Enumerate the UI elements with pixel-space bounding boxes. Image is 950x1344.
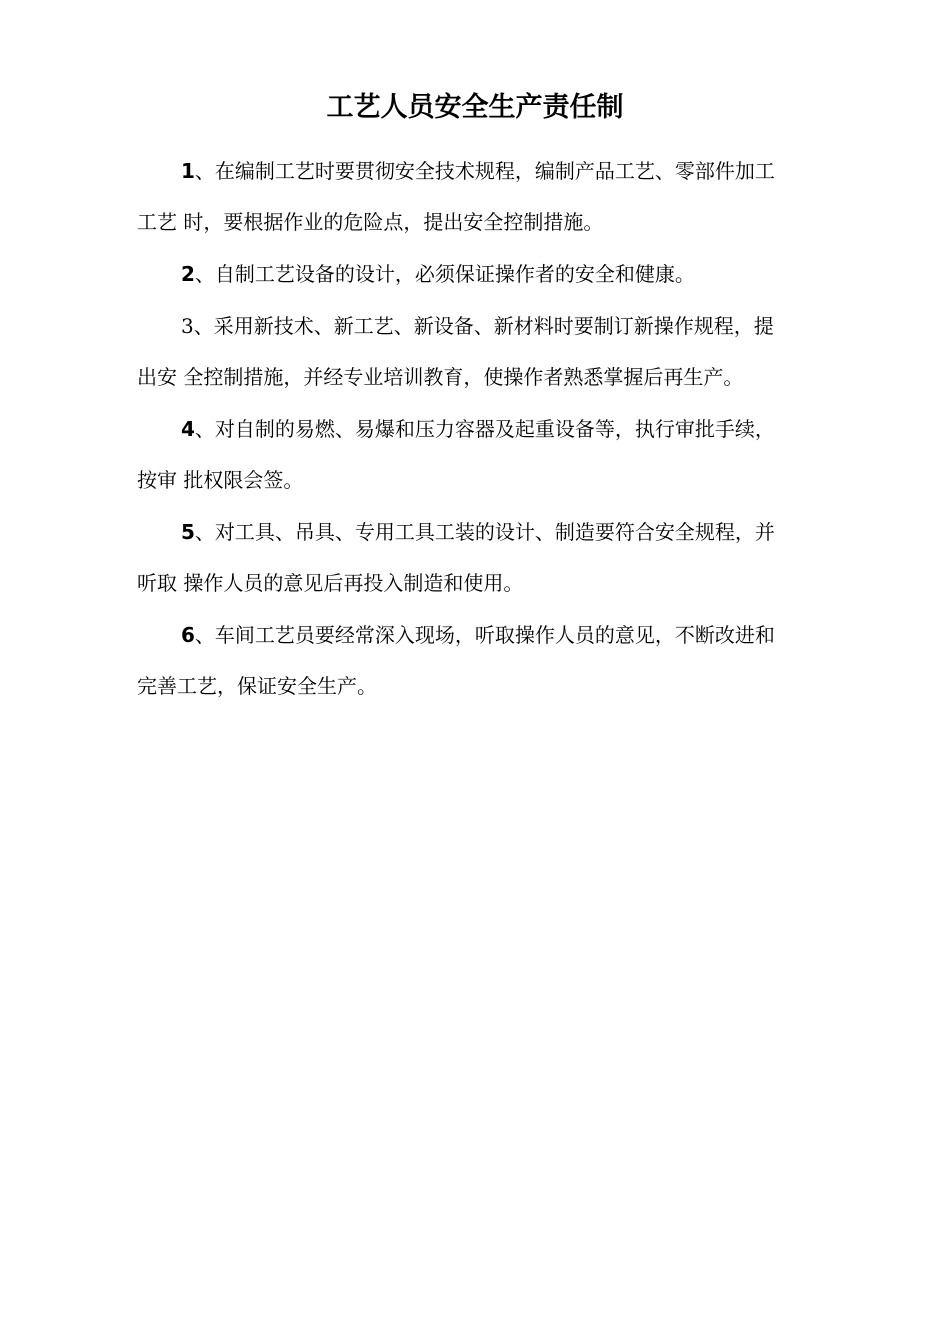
paragraph-number: 6 (181, 623, 195, 647)
document-body (137, 146, 817, 713)
paragraph-4 (137, 404, 817, 506)
paragraph-3-line-1 (137, 301, 817, 352)
paragraph-1 (137, 146, 817, 248)
paragraph-3-line-2: 出安 全控制措施，并经专业培训教育，使操作者熟悉掌握后再生产。 (137, 365, 744, 389)
paragraph-3 (137, 301, 817, 403)
paragraph-6 (137, 610, 817, 712)
paragraph-number: 4 (181, 417, 195, 441)
paragraph-text: 、对自制的易燃、易爆和压力容器及起重设备等，执行审批手续， (194, 417, 775, 441)
paragraph-1-line-2: 工艺 时，要根据作业的危险点，提出安全控制措施。 (137, 210, 604, 234)
paragraph-2 (137, 249, 817, 300)
paragraph-6-line-2: 完善工艺，保证安全生产。 (137, 674, 377, 698)
paragraph-5-line-1 (137, 507, 817, 558)
paragraph-text: 、采用新技术、新工艺、新设备、新材料时要制订新操作规程，提 (193, 314, 774, 338)
paragraph-number: 5 (181, 520, 195, 544)
paragraph-number: 3 (181, 314, 194, 338)
paragraph-2-line-1 (137, 249, 817, 300)
paragraph-4-line-1 (137, 404, 817, 455)
paragraph-text: 、对工具、吊具、专用工具工装的设计、制造要符合安全规程，并 (194, 520, 775, 544)
paragraph-text: 、在编制工艺时要贯彻安全技术规程，编制产品工艺、零部件加工 (194, 159, 775, 183)
paragraph-1-line-1 (137, 146, 817, 197)
paragraph-5-line-2: 听取 操作人员的意见后再投入制造和使用。 (137, 571, 524, 595)
paragraph-number: 2 (181, 262, 195, 286)
paragraph-4-line-2: 按审 批权限会签。 (137, 468, 304, 492)
paragraph-text: 、车间工艺员要经常深入现场，听取操作人员的意见，不断改进和 (194, 623, 775, 647)
paragraph-6-line-1 (137, 610, 817, 661)
paragraph-5 (137, 507, 817, 609)
paragraph-number: 1 (181, 159, 195, 183)
document-title: 工艺人员安全生产责任制 (326, 92, 624, 123)
paragraph-text: 、自制工艺设备的设计，必须保证操作者的安全和健康。 (194, 262, 695, 286)
